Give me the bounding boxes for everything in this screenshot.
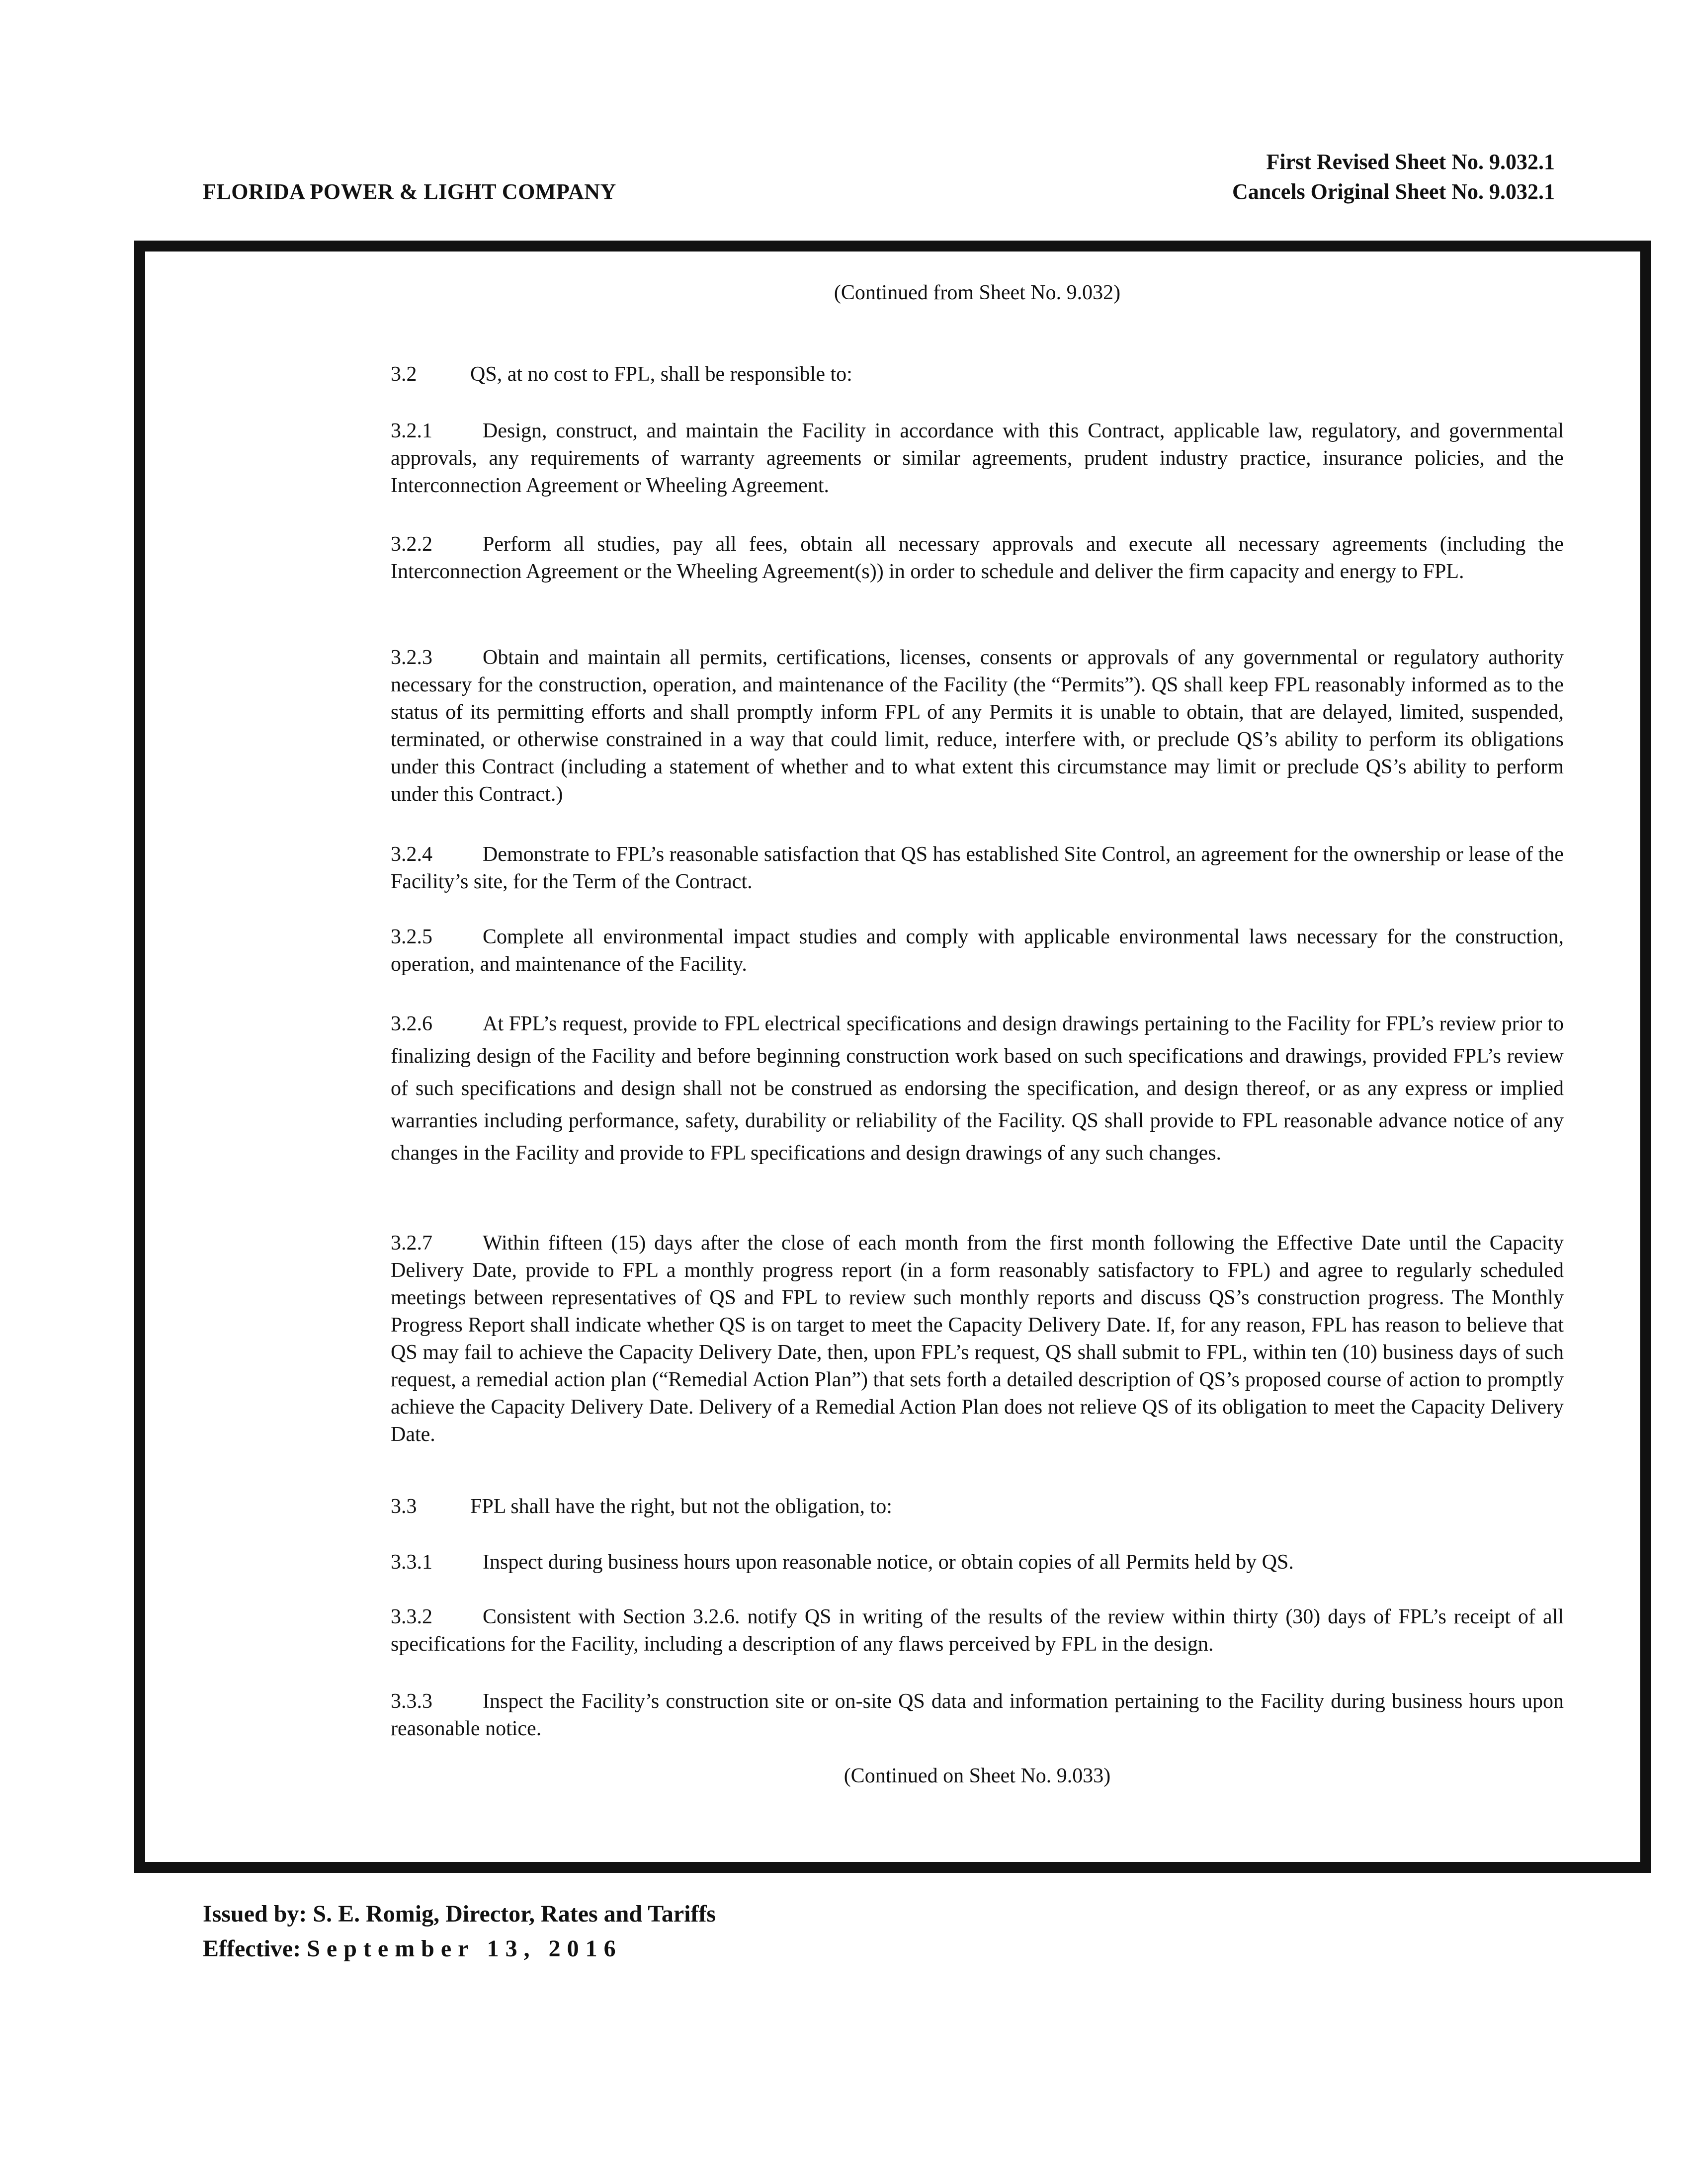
section-3-2 <box>391 361 1564 388</box>
content-frame <box>134 241 1651 1873</box>
issued-label: Issued by: <box>203 1901 307 1927</box>
section-text: Design, construct, and maintain the Facility in accordance with this Contract, applicable law, regulatory, and governmental approvals, any requirements of warranty agreements or similar agreements, prudent industry practice, insurance policies, and the Interconnection Agreement or Wheeling Agreement. <box>391 420 1564 497</box>
section-text: Perform all studies, pay all fees, obtain all necessary approvals and execute all necessary agreements (including the Interconnection Agreement or the Wheeling Agreement(s)) in order to schedule and deliver the firm capacity and energy to FPL. <box>391 533 1564 583</box>
section-number: 3.3.2 <box>391 1605 432 1628</box>
effective-value: September 13, 2016 <box>307 1935 622 1962</box>
section-text: Complete all environmental impact studies and comply with applicable environmental laws necessary for the construction, operation, and maintenance of the Facility. <box>391 925 1564 976</box>
section-number: 3.2.4 <box>391 843 432 866</box>
section-number: 3.3.1 <box>391 1551 432 1574</box>
section-number: 3.2 <box>391 363 417 386</box>
section-3-3 <box>391 1493 1564 1520</box>
section-text: Obtain and maintain all permits, certifications, licenses, consents or approvals of any governmental or regulatory authority necessary for the construction, operation, and maintenance of the Facility (the “Permits”). QS shall keep FPL reasonably informed as to the status of its permitting efforts and shall promptly inform FPL of any Permits it is unable to obtain, that are delayed, limited, suspended, terminated, or otherwise constrained in a way that could limit, reduce, interfere with, or preclude QS’s ability to perform its obligations under this Contract (including a statement of whether and to what extent this circumstance may limit or preclude QS’s ability to perform under this Contract.) <box>391 646 1564 806</box>
sheet-info <box>1232 147 1555 207</box>
section-number: 3.2.1 <box>391 420 432 442</box>
section-3-3-2 <box>391 1603 1564 1658</box>
effective-date <box>203 1932 716 1966</box>
continued-from: (Continued from Sheet No. 9.032) <box>834 281 1121 304</box>
section-3-2-4 <box>391 841 1564 896</box>
section-text: Consistent with Section 3.2.6. notify QS in writing of the results of the review within thirty (30) days of FPL’s receipt of all specifications for the Facility, including a description of any flaws perceived by FPL in the design. <box>391 1605 1564 1656</box>
issued-by <box>203 1897 716 1932</box>
section-text: Inspect the Facility’s construction site or on-site QS data and information pertaining to the Facility during business hours upon reasonable notice. <box>391 1690 1564 1740</box>
issued-value: S. E. Romig, Director, Rates and Tariffs <box>313 1901 716 1927</box>
section-3-3-3 <box>391 1688 1564 1743</box>
section-text: QS, at no cost to FPL, shall be responsible to: <box>470 363 852 386</box>
section-3-2-2 <box>391 531 1564 586</box>
sheet-revision: First Revised Sheet No. 9.032.1 <box>1266 150 1555 174</box>
section-text: Within fifteen (15) days after the close of each month from the first month following the Effective Date until the Capacity Delivery Date, provide to FPL a monthly progress report (in a form reasonably satisfactory to FPL) and agree to regularly scheduled meetings between representatives of QS and FPL to review such monthly reports and discuss QS’s construction progress. The Monthly Progress Report shall indicate whether QS is on target to meet the Capacity Delivery Date. If, for any reason, FPL has reason to believe that QS may fail to achieve the Capacity Delivery Date, then, upon FPL’s request, QS shall submit to FPL, within ten (10) business days of such request, a remedial action plan (“Remedial Action Plan”) that sets forth a detailed description of QS’s proposed course of action to promptly achieve the Capacity Delivery Date. Delivery of a Remedial Action Plan does not relieve QS of its obligation to meet the Capacity Delivery Date. <box>391 1232 1564 1446</box>
section-3-2-7 <box>391 1230 1564 1448</box>
footer <box>203 1897 716 1966</box>
section-number: 3.2.5 <box>391 925 432 948</box>
sheet-cancels: Cancels Original Sheet No. 9.032.1 <box>1232 179 1555 204</box>
section-3-2-1 <box>391 418 1564 500</box>
continued-on: (Continued on Sheet No. 9.033) <box>844 1764 1111 1787</box>
section-number: 3.3.3 <box>391 1690 432 1713</box>
section-number: 3.3 <box>391 1495 417 1518</box>
section-3-2-3 <box>391 644 1564 808</box>
section-text: At FPL’s request, provide to FPL electrical specifications and design drawings pertaining to the Facility for FPL’s review prior to finalizing design of the Facility and before beginning construction work based on such specifications and drawings, provided FPL’s review of such specifications and design shall not be construed as endorsing the specification, and design thereof, or as any express or implied warranties including performance, safety, durability or reliability of the Facility. QS shall provide to FPL reasonable advance notice of any changes in the Facility and provide to FPL specifications and design drawings of any such changes. <box>391 1012 1564 1165</box>
section-number: 3.2.2 <box>391 533 432 556</box>
section-3-2-5 <box>391 924 1564 978</box>
section-3-2-6 <box>391 1008 1564 1170</box>
section-3-3-1 <box>391 1549 1564 1576</box>
section-number: 3.2.3 <box>391 646 432 669</box>
section-text: Demonstrate to FPL’s reasonable satisfaction that QS has established Site Control, an agreement for the ownership or lease of the Facility’s site, for the Term of the Contract. <box>391 843 1564 893</box>
section-number: 3.2.6 <box>391 1012 432 1035</box>
section-number: 3.2.7 <box>391 1232 432 1255</box>
company-name: FLORIDA POWER & LIGHT COMPANY <box>203 179 616 204</box>
section-text: FPL shall have the right, but not the obligation, to: <box>470 1495 892 1518</box>
section-text: Inspect during business hours upon reasonable notice, or obtain copies of all Permits held by QS. <box>483 1551 1294 1574</box>
effective-label: Effective: <box>203 1935 301 1962</box>
